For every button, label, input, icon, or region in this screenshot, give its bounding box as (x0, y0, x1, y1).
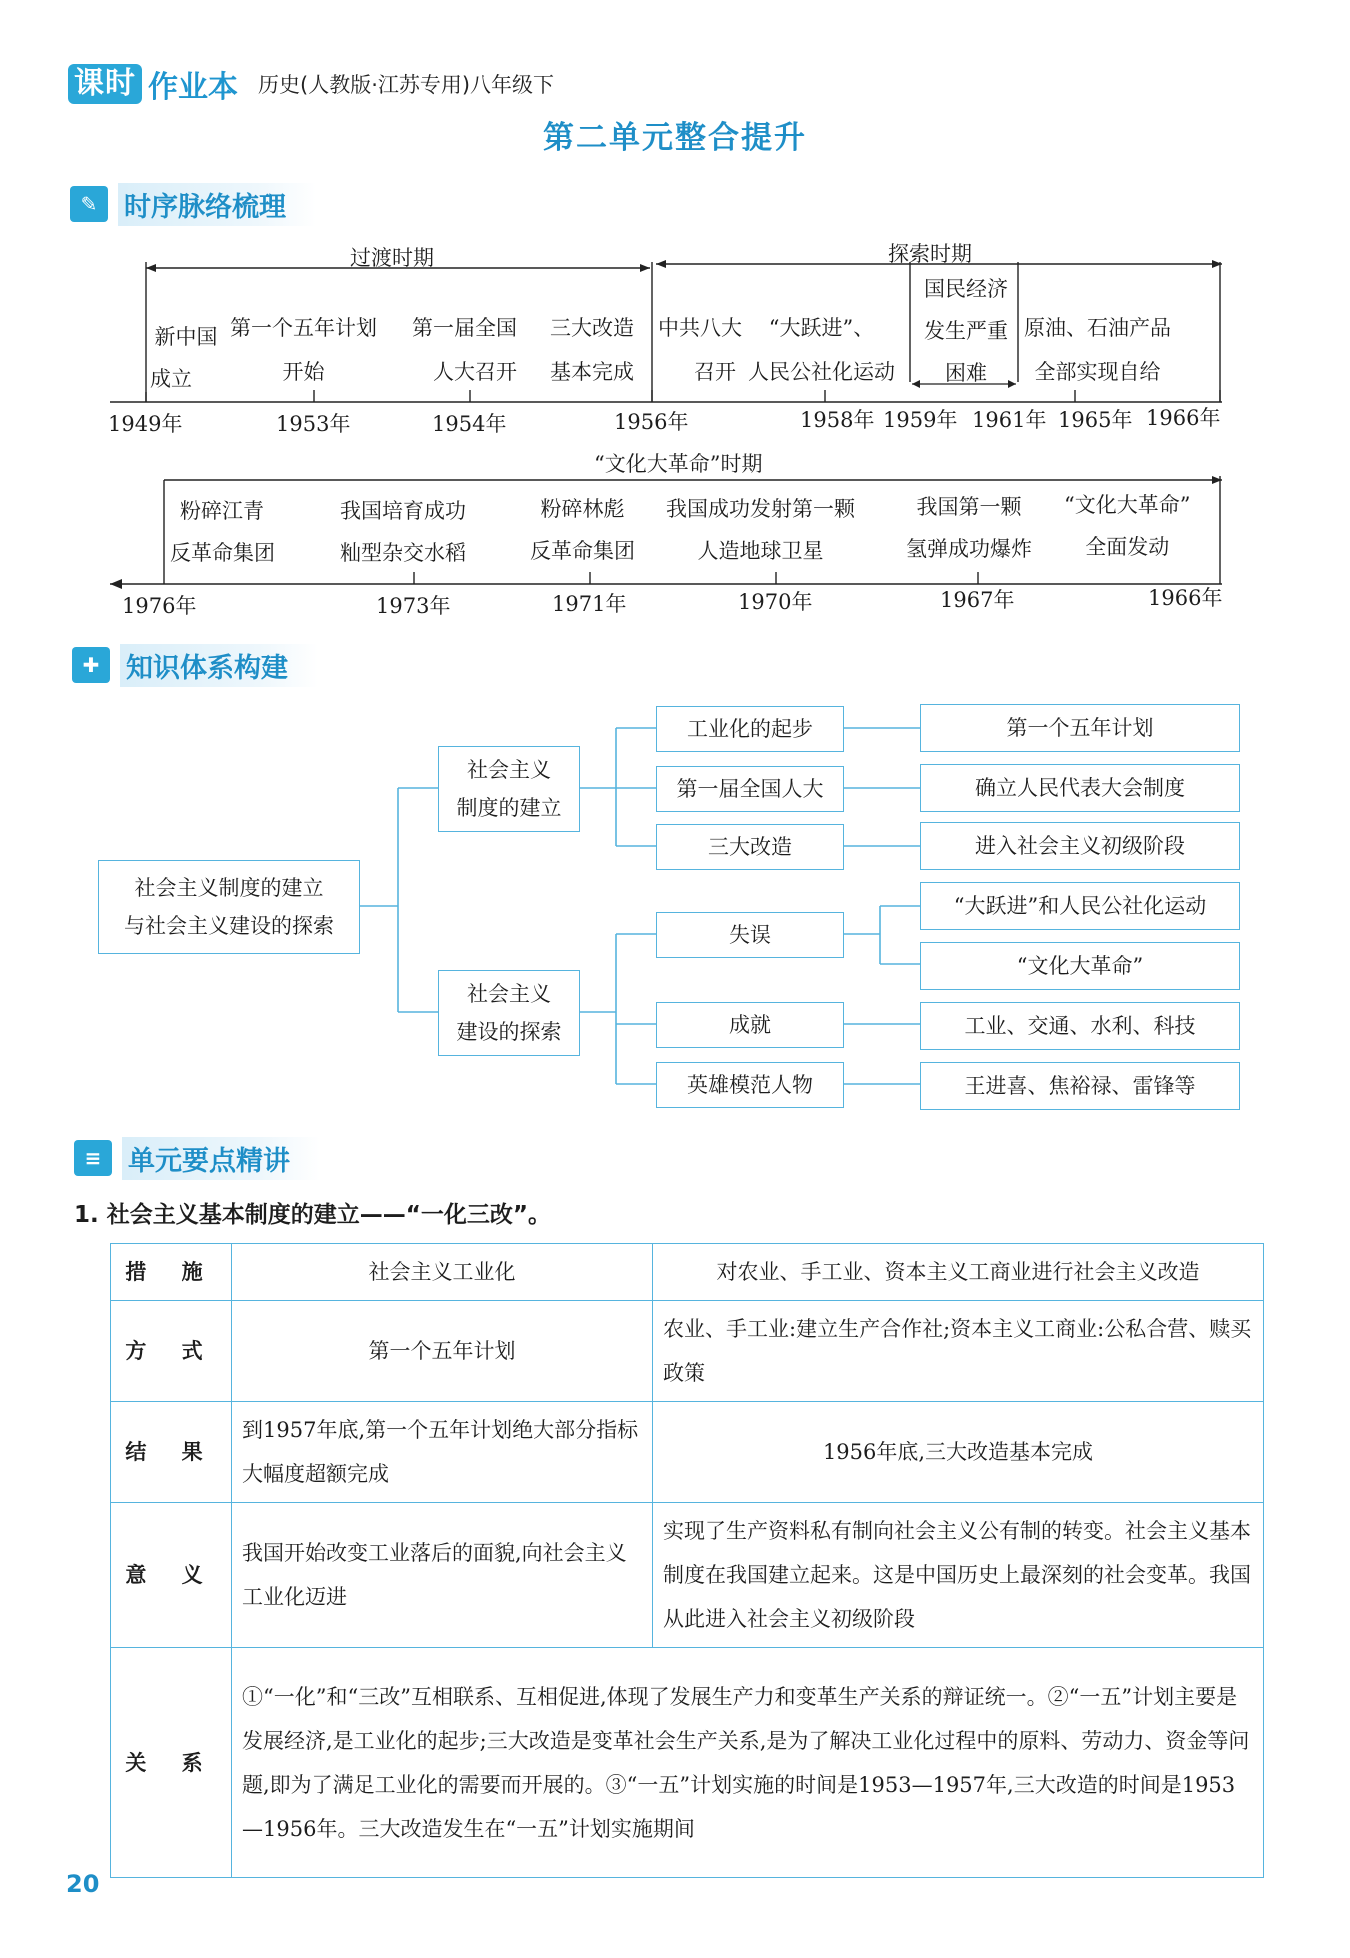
table-row (111, 1244, 1264, 1301)
mindmap-text: 社会主义 (467, 982, 551, 1006)
table-cell: 农业、手工业:建立生产合作社;资本主义工商业:公私合营、赎买政策 (653, 1301, 1264, 1402)
event-line: 粉碎江青 (180, 499, 264, 523)
mindmap-item: 工业化的起步 (656, 706, 844, 752)
mindmap-result: 王进喜、焦裕禄、雷锋等 (920, 1062, 1240, 1110)
event-line: 国民经济 (924, 277, 1008, 301)
table-row (111, 1648, 1264, 1878)
mindmap-text: 建设的探索 (456, 1020, 562, 1044)
keypoint-heading: 1. 社会主义基本制度的建立——“一化三改”。 (74, 1202, 551, 1228)
year-1956: 1956年 (614, 410, 689, 434)
table-header-cell: 措 施 (111, 1244, 232, 1301)
year-1958: 1958年 (800, 408, 875, 432)
table-row (111, 1503, 1264, 1648)
table-cell: ①“一化”和“三改”互相联系、互相促进,体现了发展生产力和变革生产关系的辩证统一。②“一五”计划主要是发展经济,是工业化的起步;三大改造是变革社会生产关系,是为了解决工业化过程中的原料、劳动力、资金等问题,即为了满足工业化的需要而开展的。③“一五”计划实施的时间是1953—1957年,三大改造的时间是1953—1956年。三大改造发生在“一五”计划实施期间 (232, 1648, 1264, 1878)
period-label-transition: 过渡时期 (350, 246, 434, 270)
event-line: 第一个五年计划 (230, 316, 377, 340)
year-1976: 1976年 (122, 594, 197, 618)
event-line: 人民公社化运动 (748, 360, 895, 384)
table-row (111, 1301, 1264, 1402)
subject-label: 历史(人教版·江苏专用)八年级下 (258, 73, 555, 97)
event-line: 籼型杂交水稻 (340, 541, 466, 565)
event-line: “大跃进”、 (768, 316, 875, 340)
page-number: 20 (66, 1870, 100, 1898)
event-line: 开始 (282, 360, 325, 384)
year-1961: 1961年 (972, 408, 1047, 432)
brand-logo: 课时 (68, 64, 142, 104)
year-1970: 1970年 (738, 590, 813, 614)
brand-name: 作业本 (148, 70, 238, 105)
mindmap-result: 第一个五年计划 (920, 704, 1240, 752)
table-header-cell: 关 系 (111, 1648, 232, 1878)
event-line: 全部实现自给 (1034, 360, 1161, 384)
mindmap-text: 与社会主义建设的探索 (124, 914, 334, 938)
mindmap-branch-exploration (438, 970, 580, 1056)
table-header-cell: 意 义 (111, 1503, 232, 1648)
book-icon: ≡ (74, 1140, 112, 1176)
section-label: 单元要点精讲 (122, 1137, 320, 1180)
mindmap-result: 确立人民代表大会制度 (920, 764, 1240, 812)
event-line: 发生严重 (924, 319, 1008, 343)
mindmap-text: 社会主义 (467, 758, 551, 782)
table-header-cell: 结 果 (111, 1402, 232, 1503)
event-line: 第一届全国 (412, 316, 517, 340)
event-line: 困难 (945, 361, 987, 385)
event-line: 全面发动 (1085, 535, 1170, 559)
event-line: 我国第一颗 (916, 495, 1022, 519)
mindmap-text: 制度的建立 (456, 796, 562, 820)
table-cell: 第一个五年计划 (232, 1301, 653, 1402)
event-line: “文化大革命” (1064, 493, 1191, 517)
event-line: 基本完成 (550, 360, 634, 384)
event-line: 新中国 (154, 325, 218, 349)
table-cell: 1956年底,三大改造基本完成 (653, 1402, 1264, 1503)
period-label-cultural-revolution: “文化大革命”时期 (594, 452, 763, 476)
event-line: 我国成功发射第一颗 (666, 497, 855, 521)
event-line: 人大召开 (433, 360, 517, 384)
table-cell: 对农业、手工业、资本主义工商业进行社会主义改造 (653, 1244, 1264, 1301)
mindmap-result: 工业、交通、水利、科技 (920, 1002, 1240, 1050)
mindmap-root (98, 860, 360, 954)
event-line: 我国培育成功 (340, 499, 466, 523)
table-cell: 我国开始改变工业落后的面貌,向社会主义工业化迈进 (232, 1503, 653, 1648)
puzzle-icon: ✚ (72, 647, 110, 683)
table-cell: 实现了生产资料私有制向社会主义公有制的转变。社会主义基本制度在我国建立起来。这是中国历史上最深刻的社会变革。我国从此进入社会主义初级阶段 (653, 1503, 1264, 1648)
unit-title: 第二单元整合提升 (543, 120, 807, 156)
year-1971: 1971年 (552, 592, 627, 616)
mindmap-branch-establishment (438, 746, 580, 832)
year-1973: 1973年 (376, 594, 451, 618)
year-1949: 1949年 (108, 412, 183, 436)
mindmap-item: 英雄模范人物 (656, 1062, 844, 1108)
event-line: 氢弹成功爆炸 (906, 537, 1032, 561)
event-line: 反革命集团 (170, 541, 275, 565)
event-line: 粉碎林彪 (540, 497, 625, 521)
year-1967: 1967年 (940, 588, 1015, 612)
year-1966: 1966年 (1146, 406, 1221, 430)
year-1953: 1953年 (276, 412, 351, 436)
mindmap-text: 社会主义制度的建立 (134, 876, 324, 900)
mindmap-result: 进入社会主义初级阶段 (920, 822, 1240, 870)
mindmap-result: “大跃进”和人民公社化运动 (920, 882, 1240, 930)
section-label: 时序脉络梳理 (118, 183, 316, 226)
year-1966b: 1966年 (1148, 586, 1223, 610)
keypoints-table (110, 1243, 1264, 1878)
section-label: 知识体系构建 (120, 644, 318, 687)
section-keypoints-heading (74, 1136, 320, 1180)
mindmap-item: 三大改造 (656, 824, 844, 870)
year-1965: 1965年 (1058, 408, 1133, 432)
mindmap-result: “文化大革命” (920, 942, 1240, 990)
table-cell: 到1957年底,第一个五年计划绝大部分指标大幅度超额完成 (232, 1402, 653, 1503)
table-cell: 社会主义工业化 (232, 1244, 653, 1301)
year-1954: 1954年 (432, 412, 507, 436)
event-line: 反革命集团 (530, 539, 635, 563)
event-line: 中共八大 (658, 316, 742, 340)
mindmap-item: 成就 (656, 1002, 844, 1048)
year-1959: 1959年 (883, 408, 958, 432)
table-header-cell: 方 式 (111, 1301, 232, 1402)
pencil-icon: ✎ (70, 186, 108, 222)
period-label-exploration: 探索时期 (888, 242, 972, 266)
event-line: 成立 (150, 367, 192, 391)
mindmap-item: 失误 (656, 912, 844, 958)
event-line: 原油、石油产品 (1024, 316, 1171, 340)
event-line: 召开 (694, 360, 736, 384)
event-line: 人造地球卫星 (697, 539, 824, 563)
event-line: 三大改造 (550, 316, 634, 340)
mindmap-item: 第一届全国人大 (656, 766, 844, 812)
table-row (111, 1402, 1264, 1503)
